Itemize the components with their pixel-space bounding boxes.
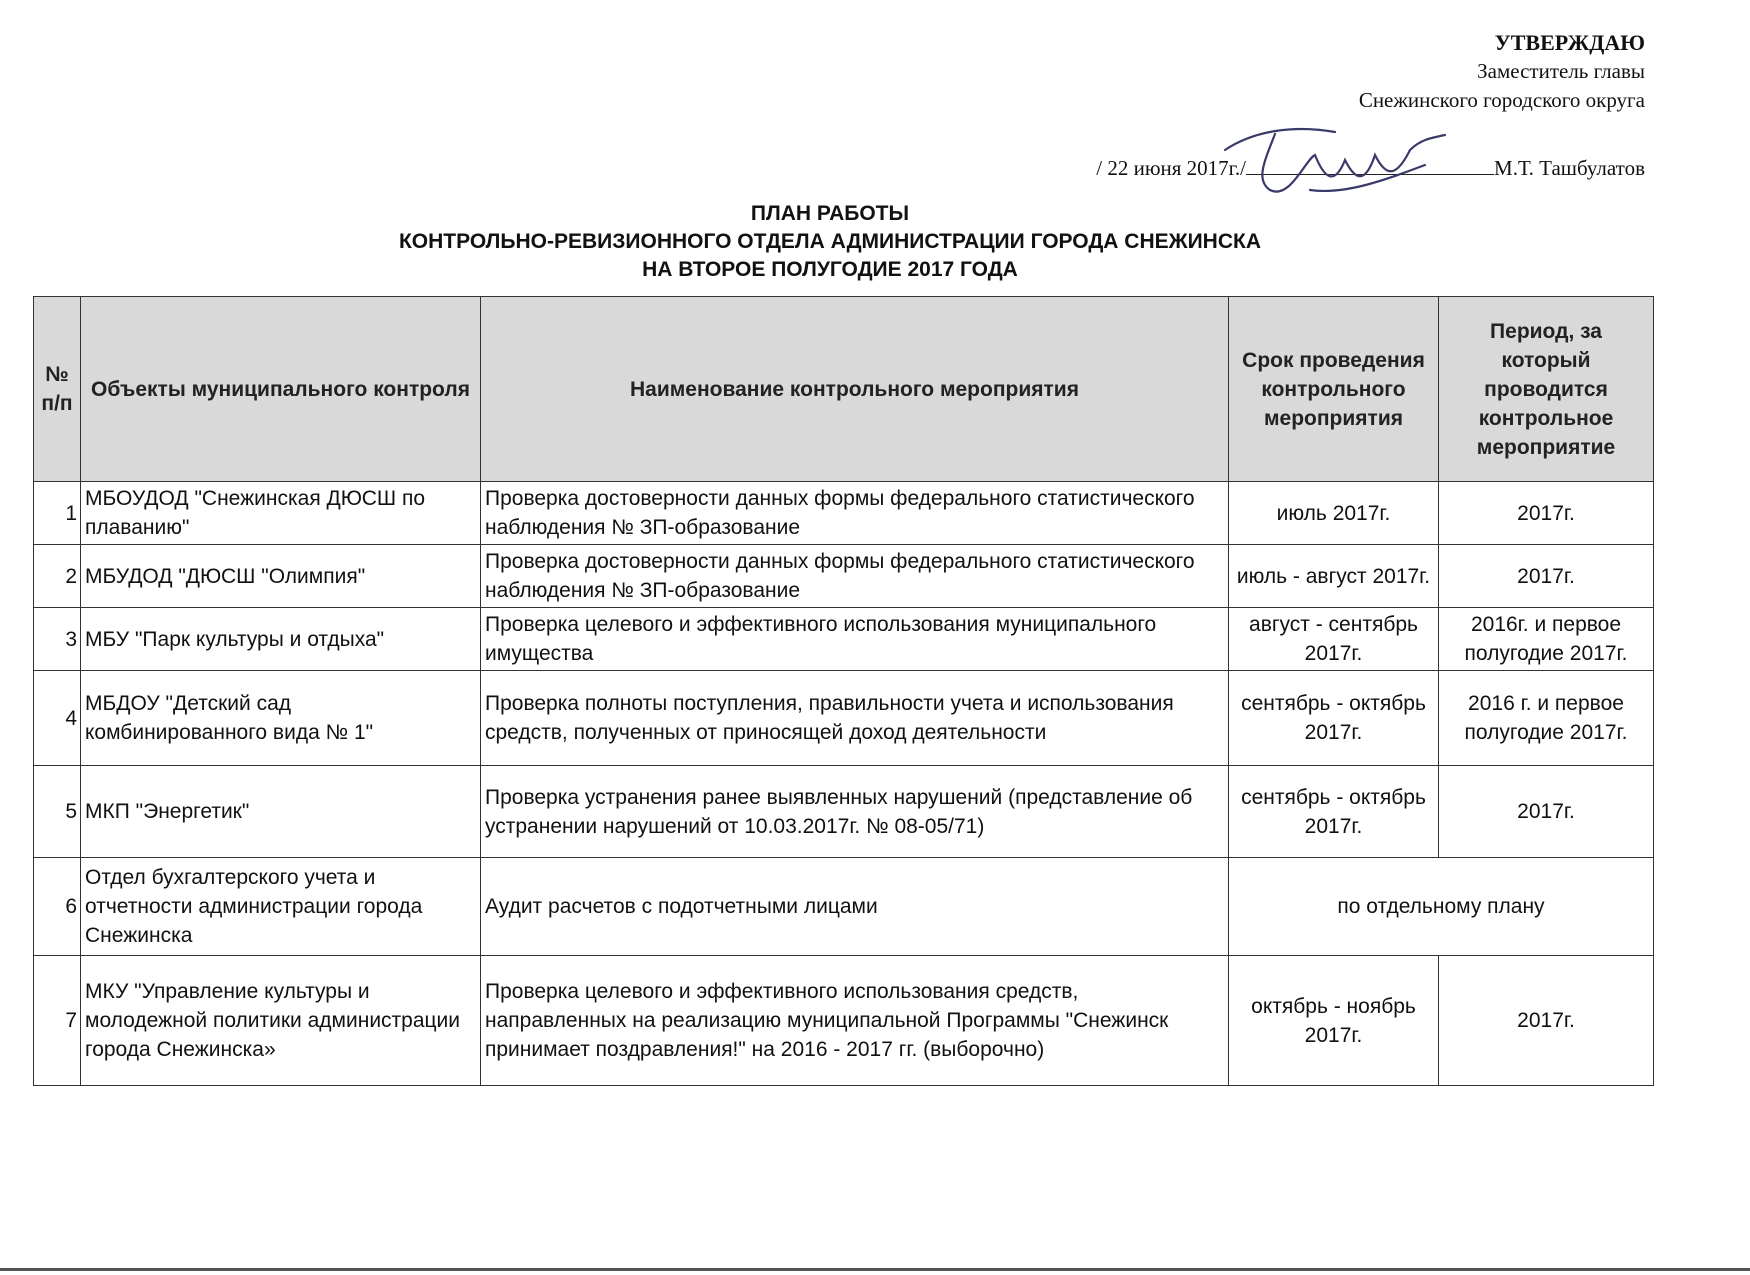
row-num: 6 xyxy=(34,858,81,956)
table-row xyxy=(34,766,1654,858)
row-object: МКП "Энергетик" xyxy=(81,766,481,858)
row-term: июль 2017г. xyxy=(1229,482,1439,545)
header-period: Период, за который проводится контрольное мероприятие xyxy=(1439,297,1654,482)
header-object: Объекты муниципального контроля xyxy=(81,297,481,482)
row-event: Проверка устранения ранее выявленных нарушений (представление об устранении нарушений от 10.03.2017г. № 08-05/71) xyxy=(481,766,1229,858)
title-line2: КОНТРОЛЬНО-РЕВИЗИОННОГО ОТДЕЛА АДМИНИСТРАЦИИ ГОРОДА СНЕЖИНСКА xyxy=(398,230,1261,253)
row-object: МБУДОД "ДЮСШ "Олимпия" xyxy=(81,545,481,608)
title-line3: НА ВТОРОЕ ПОЛУГОДИЕ 2017 ГОДА xyxy=(642,258,1018,281)
row-num: 1 xyxy=(34,482,81,545)
row-object: МБОУДОД "Снежинская ДЮСШ по плаванию" xyxy=(81,482,481,545)
approval-heading: УТВЕРЖДАЮ xyxy=(1494,30,1645,55)
handwritten-signature xyxy=(1215,120,1455,210)
approval-position-line1: Заместитель главы xyxy=(1477,59,1645,83)
row-object: МКУ "Управление культуры и молодежной политики администрации города Снежинска» xyxy=(81,956,481,1086)
row-num: 2 xyxy=(34,545,81,608)
row-object: Отдел бухгалтерского учета и отчетности администрации города Снежинска xyxy=(81,858,481,956)
row-period: 2017г. xyxy=(1439,482,1654,545)
row-event: Проверка целевого и эффективного использования средств, направленных на реализацию муниципальной Программы "Снежинск принимает поздравления!" на 2016 - 2017 гг. (выборочно) xyxy=(481,956,1229,1086)
table-row xyxy=(34,482,1654,545)
row-event: Проверка целевого и эффективного использования муниципального имущества xyxy=(481,608,1229,671)
document-title xyxy=(0,200,1660,284)
table-row xyxy=(34,671,1654,766)
row-term: сентябрь - октябрь 2017г. xyxy=(1229,671,1439,766)
row-period: 2017г. xyxy=(1439,545,1654,608)
approval-date: / 22 июня 2017г./ xyxy=(1096,156,1247,180)
title-line1: ПЛАН РАБОТЫ xyxy=(750,202,910,225)
row-object: МБДОУ "Детский сад комбинированного вида № 1" xyxy=(81,671,481,766)
table-row xyxy=(34,608,1654,671)
approval-block xyxy=(1359,28,1645,115)
row-term: октябрь - ноябрь 2017г. xyxy=(1229,956,1439,1086)
row-term: июль - август 2017г. xyxy=(1229,545,1439,608)
header-term: Срок проведения контрольного мероприятия xyxy=(1229,297,1439,482)
row-num: 4 xyxy=(34,671,81,766)
row-num: 7 xyxy=(34,956,81,1086)
row-period: 2016г. и первое полугодие 2017г. xyxy=(1439,608,1654,671)
table-row xyxy=(34,858,1654,956)
row-term: сентябрь - октябрь 2017г. xyxy=(1229,766,1439,858)
table-row xyxy=(34,956,1654,1086)
header-num: № п/п xyxy=(34,297,81,482)
signer-name: М.Т. Ташбулатов xyxy=(1494,156,1645,180)
row-num: 5 xyxy=(34,766,81,858)
approval-position-line2: Снежинского городского округа xyxy=(1358,88,1645,112)
row-event: Проверка достоверности данных формы федерального статистического наблюдения № ЗП-образование xyxy=(481,482,1229,545)
work-plan-table xyxy=(33,296,1654,1086)
row-object: МБУ "Парк культуры и отдыха" xyxy=(81,608,481,671)
row-num: 3 xyxy=(34,608,81,671)
scan-bottom-edge xyxy=(0,1268,1750,1271)
header-event: Наименование контрольного мероприятия xyxy=(481,297,1229,482)
row-event: Проверка полноты поступления, правильности учета и использования средств, полученных от приносящей доход деятельности xyxy=(481,671,1229,766)
row-period: 2016 г. и первое полугодие 2017г. xyxy=(1439,671,1654,766)
row-period: 2017г. xyxy=(1439,956,1654,1086)
row-event: Проверка достоверности данных формы федерального статистического наблюдения № ЗП-образование xyxy=(481,545,1229,608)
row-term-period: по отдельному плану xyxy=(1229,858,1654,956)
row-term: август - сентябрь 2017г. xyxy=(1229,608,1439,671)
table-row xyxy=(34,545,1654,608)
row-period: 2017г. xyxy=(1439,766,1654,858)
row-event: Аудит расчетов с подотчетными лицами xyxy=(481,858,1229,956)
table-header-row xyxy=(34,297,1654,482)
